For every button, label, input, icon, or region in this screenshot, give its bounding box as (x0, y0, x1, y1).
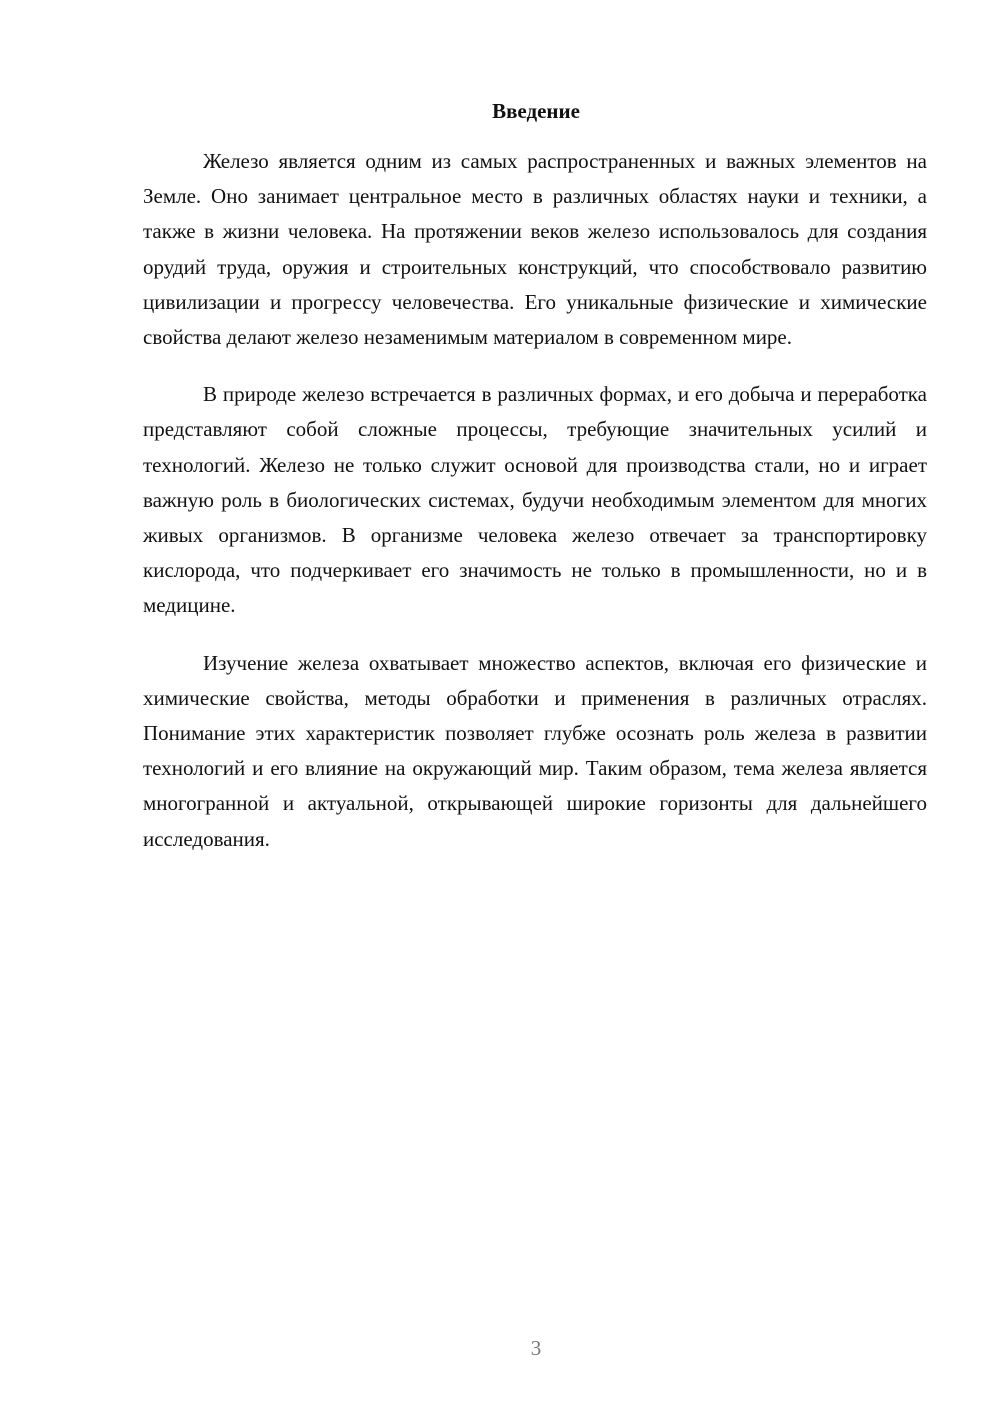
body-text (143, 144, 927, 879)
paragraph-3: Изучение железа охватывает множество аспектов, включая его физические и химические свойства, методы обработки и применения в различных отраслях. Понимание этих характеристик позволяет глубже осознать роль железа в развитии технологий и его влияние на окружающий мир. Таким образом, тема железа является многогранной и актуальной, открывающей широкие горизонты для дальнейшего исследования. (143, 650, 927, 851)
paragraph-1: Железо является одним из самых распространенных и важных элементов на Земле. Оно занимает центральное место в различных областях науки и техники, а также в жизни человека. На протяжении веков железо использовалось для создания орудий труда, оружия и строительных конструкций, что способствовало развитию цивилизации и прогрессу человечества. Его уникальные физические и химические свойства делают железо незаменимым материалом в современном мире. (143, 149, 927, 350)
paragraph-2: В природе железо встречается в различных формах, и его добыча и переработка представляют собой сложные процессы, требующие значительных усилий и технологий. Железо не только служит основой для производства стали, но и играет важную роль в биологических системах, будучи необходимым элементом для многих живых организмов. В организме человека железо отвечает за транспортировку кислорода, что подчеркивает его значимость не только в промышленности, но и в медицине. (143, 382, 927, 618)
section-heading: Введение (492, 99, 580, 123)
page-number: 3 (530, 1336, 542, 1360)
